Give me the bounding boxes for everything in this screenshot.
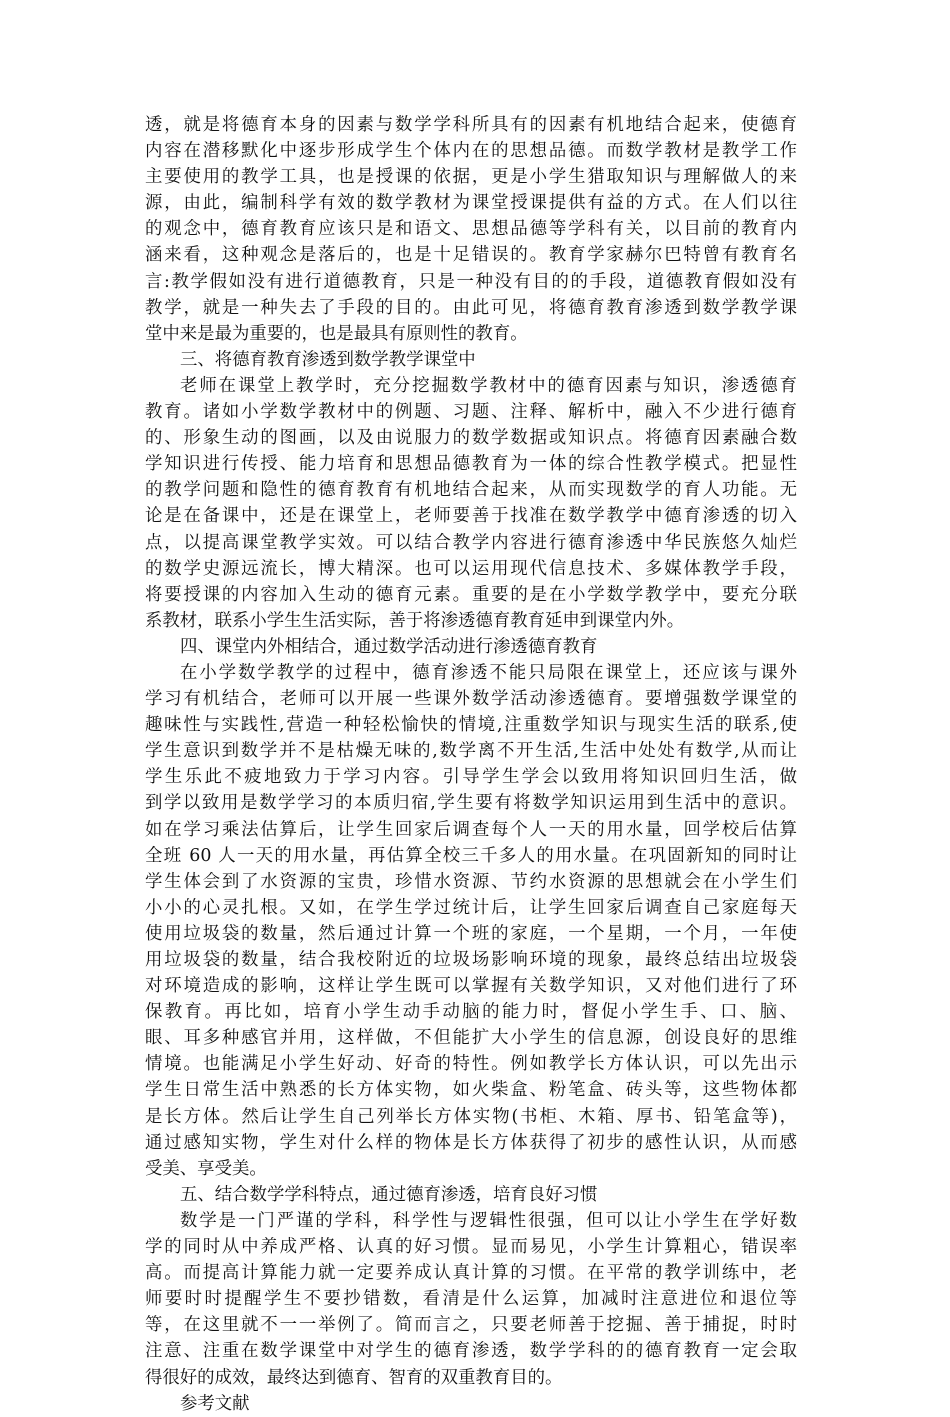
- section-heading: [145, 634, 797, 660]
- text-line: 学知识进行传授、能力培育和思想品德教育为一体的综合性教学模式。把显性: [145, 454, 797, 475]
- text-line: 得很好的成效，最终达到德育、智育的双重教育目的。: [145, 1367, 563, 1388]
- text-line: 三、将德育教育渗透到数学教学课堂中: [180, 349, 476, 370]
- text-line: 源，由此，编制科学有效的数学教材为课堂授课提供有益的方式。在人们以往: [145, 193, 797, 214]
- document-page: [145, 112, 797, 1417]
- text-line: 眼、耳多种感官并用，这样做，不但能扩大小学生的信息源，创设良好的思维: [145, 1028, 797, 1049]
- text-line: 在小学数学教学的过程中，德育渗透不能只局限在课堂上，还应该与课外: [180, 662, 797, 683]
- text-line: 学生意识到数学并不是枯燥无味的,数学离不开生活,生活中处处有数学,从而让: [145, 741, 797, 762]
- text-line: 高。而提高计算能力就一定要养成认真计算的习惯。在平常的教学训练中，老: [145, 1263, 797, 1284]
- body-paragraph: [145, 660, 797, 1182]
- text-line: 学生体会到了水资源的宝贵，珍惜水资源、节约水资源的思想就会在小学生们: [145, 871, 797, 892]
- text-line: 全班 60 人一天的用水量，再估算全校三千多人的用水量。在巩固新知的同时让: [145, 845, 797, 866]
- text-line: 将要授课的内容加入生动的德育元素。重要的是在小学数学教学中，要充分联: [145, 584, 797, 605]
- text-line: 言:教学假如没有进行道德教育，只是一种没有目的的手段，道德教育假如没有: [145, 271, 797, 292]
- text-line: 等，在这里就不一一举例了。简而言之，只要老师善于挖掘、善于捕捉，时时: [145, 1315, 797, 1336]
- text-line: 的教学问题和隐性的德育教育有机地结合起来，从而实现数学的育人功能。无: [145, 480, 797, 501]
- text-line: 透，就是将德育本身的因素与数学学科所具有的因素有机地结合起来，使德育: [145, 115, 797, 135]
- text-line: 涵来看，这种观念是落后的，也是十足错误的。教育学家赫尔巴特曾有教育名: [145, 245, 797, 266]
- text-line: 点，以提高课堂教学实效。可以结合教学内容进行德育渗透中华民族悠久灿烂: [145, 532, 797, 553]
- text-line: 教学，就是一种失去了手段的目的。由此可见，将德育教育渗透到数学教学课: [145, 297, 797, 318]
- text-line: 到学以致用是数学学习的本质归宿,学生要有将数学知识运用到生活中的意识。: [145, 793, 797, 814]
- text-line: 的观念中，德育教育应该只是和语文、思想品德等学科有关，以目前的教育内: [145, 219, 797, 240]
- text-line: 使用垃圾袋的数量，然后通过计算一个班的家庭，一个星期，一个月，一年使: [145, 923, 797, 944]
- text-line: 五、结合数学学科特点，通过德育渗透，培育良好习惯: [180, 1184, 598, 1205]
- text-line: 注意、注重在数学课堂中对学生的德育渗透，数学学科的的德育教育一定会取: [145, 1341, 797, 1362]
- section-heading: [145, 1182, 797, 1208]
- text-line: 通过感知实物，学生对什么样的物体是长方体获得了初步的感性认识，从而感: [145, 1132, 797, 1153]
- text-line: 教育。诸如小学数学教材中的例题、习题、注释、解析中，融入不少进行德育: [145, 402, 797, 423]
- text-line: 主要使用的教学工具，也是授课的依据，更是小学生猎取知识与理解做人的来: [145, 167, 797, 188]
- text-line: 受美、享受美。: [145, 1158, 267, 1179]
- text-line: 的数学史源远流长，博大精深。也可以运用现代信息技术、多媒体教学手段，: [145, 558, 797, 579]
- text-line: 内容在潜移默化中逐步形成学生个体内在的思想品德。而数学教材是教学工作: [145, 141, 797, 162]
- text-line: 趣味性与实践性,营造一种轻松愉快的情境,注重数学知识与现实生活的联系,使: [145, 715, 797, 736]
- text-line: 数学是一门严谨的学科，科学性与逻辑性很强，但可以让小学生在学好数: [180, 1210, 797, 1231]
- text-line: 学习有机结合，老师可以开展一些课外数学活动渗透德育。要增强数学课堂的: [145, 689, 797, 710]
- body-paragraph: [145, 112, 797, 347]
- body-paragraph: [145, 373, 797, 634]
- text-line: 对环境造成的影响，这样让学生既可以掌握有关数学知识，又对他们进行了环: [145, 976, 797, 997]
- text-line: 情境。也能满足小学生好动、好奇的特性。例如教学长方体认识，可以先出示: [145, 1054, 797, 1075]
- text-line: 是长方体。然后让学生自己列举长方体实物(书柜、木箱、厚书、铅笔盒等)，: [145, 1106, 797, 1127]
- body-paragraph: [145, 1208, 797, 1391]
- section-heading: [145, 1391, 797, 1417]
- text-line: 学生乐此不疲地致力于学习内容。引导学生学会以致用将知识回归生活，做: [145, 767, 797, 788]
- text-line: 论是在备课中，还是在课堂上，老师要善于找准在数学教学中德育渗透的切入: [145, 506, 797, 527]
- text-line: 师要时时提醒学生不要抄错数，看清是什么运算，加减时注意进位和退位等: [145, 1289, 797, 1310]
- section-heading: [145, 347, 797, 373]
- text-line: 用垃圾袋的数量，结合我校附近的垃圾场影响环境的现象，最终总结出垃圾袋: [145, 950, 797, 970]
- text-line: 的、形象生动的图画，以及由说服力的数学数据或知识点。将德育因素融合数: [145, 428, 797, 449]
- text-line: 堂中来是最为重要的，也是最具有原则性的教育。: [145, 323, 528, 344]
- text-line: 小小的心灵扎根。又如，在学生学过统计后，让学生回家后调查自己家庭每天: [145, 897, 797, 918]
- text-line: 参考文献: [180, 1393, 250, 1414]
- text-line: 学的同时从中养成严格、认真的好习惯。显而易见，小学生计算粗心，错误率: [145, 1237, 797, 1258]
- text-line: 系教材，联系小学生生活实际，善于将渗透德育教育延申到课堂内外。: [145, 610, 685, 631]
- text-line: 保教育。再比如，培育小学生动手动脑的能力时，督促小学生手、口、脑、: [145, 1002, 797, 1023]
- text-line: 老师在课堂上教学时，充分挖掘数学教材中的德育因素与知识，渗透德育: [180, 375, 797, 396]
- text-line: 学生日常生活中熟悉的长方体实物，如火柴盒、粉笔盒、砖头等，这些物体都: [145, 1080, 797, 1101]
- text-line: 四、课堂内外相结合，通过数学活动进行渗透德育教育: [180, 636, 598, 657]
- text-line: 如在学习乘法估算后，让学生回家后调查每个人一天的用水量，回学校后估算: [145, 819, 797, 840]
